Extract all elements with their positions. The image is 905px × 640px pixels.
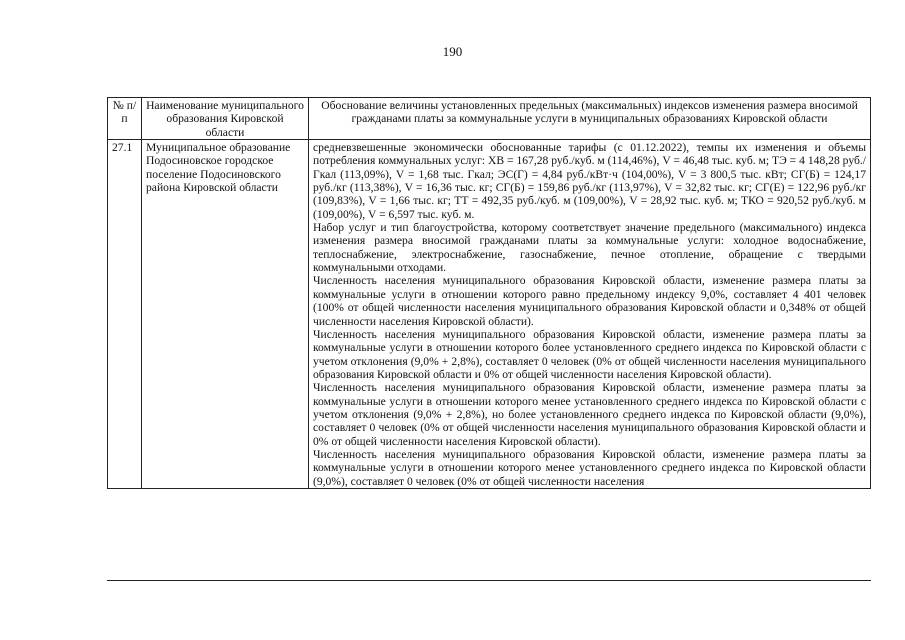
- tariffs-paragraph: средневзвешенные экономически обоснованные тарифы (с 01.12.2022), темпы их изменения и объемы потребления коммунальных услуг: ХВ = 167,28 руб./куб. м (114,46%), V = 46,48 тыс. куб. м; ТЭ = 4 148,28 руб./Гкал (113,09%), V = 1,68 тыс. Гкал; ЭС(Г) = 4,84 руб./кВт·ч (104,00%), V = 3 800,5 тыс. кВт; СГ(Б) = 124,17 руб./кг (113,38%), V = 16,36 тыс. кг; СГ(Б) = 159,86 руб./кг (113,97%), V = 32,82 тыс. кг; СГ(Е) = 122,96 руб./кг (109,83%), V = 1,66 тыс. кг; ТТ = 492,35 руб./куб. м (109,00%), V = 28,92 тыс. куб. м; ТКО = 920,52 руб./куб. м (109,00%), V = 6,597 тыс. куб. м.: [313, 141, 866, 221]
- header-justification: Обоснование величины установленных предельных (максимальных) индексов изменения размера вносимой гражданами платы за коммунальные услуги в муниципальных образованиях Кировской области: [309, 98, 871, 140]
- population-between-paragraph: Численность населения муниципального образования Кировской области, изменение размера платы за коммунальные услуги в отношении которого менее установленного среднего индекса по Кировской области с учетом отклонения (9,0% + 2,8%), но более установленного среднего индекса по Кировской области (9,0%), составляет 0 человек (0% от общей численности населения муниципального образования Кировской области и 0% от общей численности населения Кировской области).: [313, 381, 866, 448]
- justification-cell: [309, 140, 871, 489]
- services-paragraph: Набор услуг и тип благоустройства, которому соответствует значение предельного (максимального) индекса изменения размера вносимой гражданами платы за коммунальные услуги: холодное водоснабжение, теплоснабжение, электроснабжение, газоснабжение, печное отопление, обращение с твердыми коммунальными отходами.: [313, 221, 866, 275]
- header-number: № п/п: [108, 98, 142, 140]
- indices-table: [107, 97, 871, 489]
- population-below-paragraph: Численность населения муниципального образования Кировской области, изменение размера платы за коммунальные услуги в отношении которого менее установленного среднего индекса по Кировской области (9,0%), составляет 0 человек (0% от общей численности населения: [313, 447, 866, 488]
- table-header-row: [108, 98, 871, 140]
- population-equal-paragraph: Численность населения муниципального образования Кировской области, изменение размера платы за коммунальные услуги в отношении которого равно предельному индексу 9,0%, составляет 4 401 человек (100% от общей численности населения муниципального образования Кировской области и 0,348% от общей численности населения Кировской области).: [313, 274, 866, 328]
- population-above-paragraph: Численность населения муниципального образования Кировской области, изменение размера платы за коммунальные услуги в отношении которого более установленного среднего индекса по Кировской области с учетом отклонения (9,0% + 2,8%), составляет 0 человек (0% от общей численности населения муниципального образования Кировской области и 0% от общей численности населения Кировской области).: [313, 327, 866, 381]
- municipality-name: Муниципальное образование Подосиновское городское поселение Подосиновского района Кировской области: [142, 140, 309, 489]
- table-row: [108, 140, 871, 489]
- table-bottom-border: [107, 580, 871, 581]
- page-number: 190: [442, 44, 463, 59]
- header-municipality-name: Наименование муниципального образования Кировской области: [142, 98, 309, 140]
- row-number: 27.1: [108, 140, 142, 489]
